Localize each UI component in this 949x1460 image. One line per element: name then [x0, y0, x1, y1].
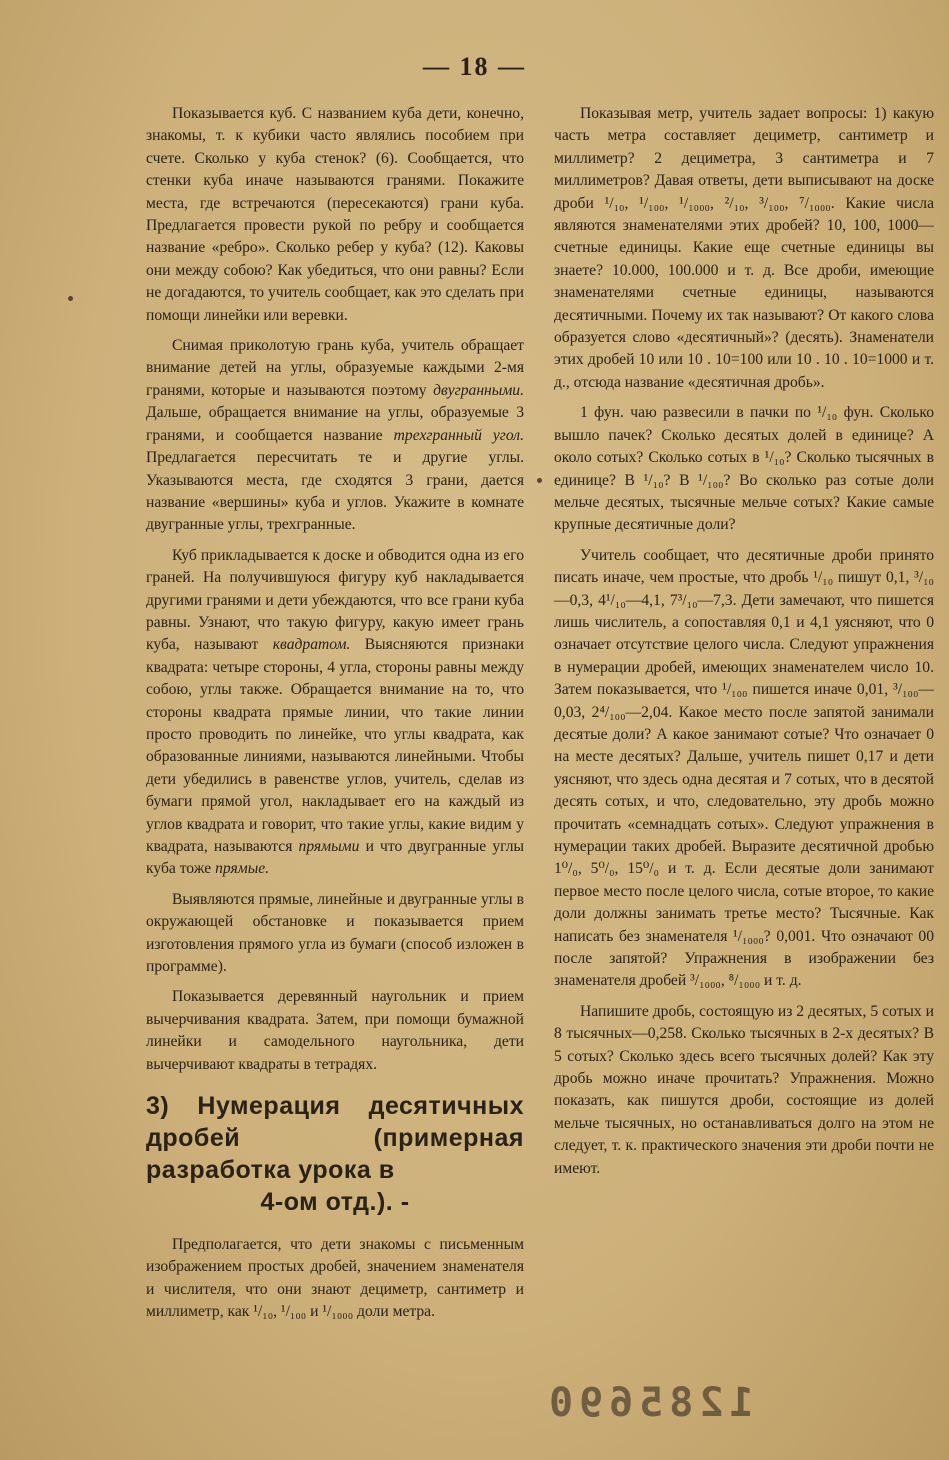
paragraph: Показывается куб. С названием куба дети, конечно, знакомы, т. к кубики часто являлись пособием при счете. Сколько у куба стенок? (6). Сообщается, что стенки куба иначе называются гранями. Покажите места, где встречаются (пересекаются) грани куба. Предлагается провести рукой по ребру и сообщается название «ребро». Сколько ребер у куба? (12). Каковы они между собою? Как убедиться, что они равны? Если не догадаются, то учитель сообщает, как это сделать при помощи линейки или веревки. [146, 105, 524, 324]
italic-term: прямые. [215, 860, 270, 878]
paragraph: 1 фун. чаю развесили в пачки по ¹/₁₀ фун. Сколько вышло пачек? Сколько десятых долей в единице? А около сотых? Сколько сотых в ¹/₁₀? Сколько тысячных в единице? В ¹/₁₀? В ¹/₁₀₀? Во сколько раз сотые доли мельче десятых, тысячные мельче сотых? Какие самые крупные десятичные доли? [554, 404, 934, 534]
paragraph: Снимая приколотую грань куба, учитель обращает внимание детей на углы, образуемые каждыми 2-мя гранями, которые и называются поэтому двугранными. Дальше, обращается внимание на углы, образуемые 3 гранями, и сообщается название трехгранный угол. Предлагается пересчитать те и другие углы. Указываются места, где сходятся 3 грани, дается название «вершины» куба и углов. Укажите в комнате двугранные углы, трехгранные. [146, 337, 524, 534]
right-column [554, 103, 934, 1180]
italic-term: прямыми [298, 838, 360, 855]
paragraph: Предполагается, что дети знакомы с письменным изображением простых дробей, значением знаменателя и числителя, что они знают дециметр, сантиметр и миллиметр, как ¹/₁₀, ¹/₁₀₀ и ¹/₁₀₀₀ доли метра. [146, 1236, 524, 1321]
section-heading: 3) Нумерация десятичных дробей (примерная разработка урока в 4-ом отд.). - [146, 1092, 524, 1217]
paragraph: Показывается деревянный наугольник и прием вычерчивания квадрата. Затем, при помощи бумажной линейки и самодельного наугольника, дети вычерчивают квадраты в тетрадях. [146, 988, 524, 1073]
paragraph: Выявляются прямые, линейные и двугранные углы в окружающей обстановке и показывается прием изготовления прямого угла из бумаги (способ изложен в программе). [146, 890, 524, 976]
page-number: — 18 — [423, 52, 526, 81]
italic-term: квадратом. [272, 636, 351, 654]
ink-spot [537, 478, 542, 483]
inventory-stamp: 1285690 [543, 1380, 754, 1426]
left-column [146, 103, 524, 1324]
italic-term: двугранными. [433, 381, 524, 399]
paragraph: Куб прикладывается к доске и обводится одна из его граней. На получившуюся фигуру куб накладывается другими гранями и дети убеждаются, что все грани куба равны. Узнают, что такую фигуру, какую имеет грань куба, называют квадратом. Выясняются признаки квадрата: четыре стороны, 4 угла, стороны равны между собою, углы также. Обращается внимание на то, что стороны квадрата прямые линии, что такие линии просто проводить по линейке, что углы квадрата, как образованные линиями, называются линейными. Чтобы дети убедились в равенстве углов, учитель, сделав из бумаги прямой угол, накладывает его на каждый из углов квадрата и говорит, что такие углы, какие видим у квадрата, называются прямыми и что двугранные углы куба тоже прямые. [146, 546, 524, 878]
paragraph: Учитель сообщает, что десятичные дроби принято писать иначе, чем простые, что дробь ¹/₁₀ пишут 0,1, ³/₁₀—0,3, 4¹/₁₀—4,1, 7³/₁₀—7,3. Дети замечают, что пишется лишь числитель, а сопоставляя 0,1 и 4,1 уясняют, что 0 означает отсутствие целого числа. Следуют упражнения в нумерации дробей, имеющих знаменателем число 10. Затем показывается, что ¹/₁₀₀ пишется иначе 0,01, ³/₁₀₀—0,03, 2⁴/₁₀₀—2,04. Какое место после запятой занимали десятые доли? А какое занимают сотые? Что означает 0 на месте десятых? Дальше, учитель пишет 0,17 и дети уясняют, что здесь одна десятая и 7 сотых, что в десятой десять сотых, и что, следовательно, эту дробь можно прочитать «семнадцать сотых». Следуют упражнения в нумерации таких дробей. Выразите десятичной дробью 1⁰/₀, 5⁰/₀, 15⁰/₀ и т. д. Если десятые доли занимают первое место после целого числа, сотые второе, то какие доли должны занимать третье место? Тысячные. Как написать без знаменателя ¹/₁₀₀₀? 0,001. Что означают 00 после запятой? Упражнения в изображении без знаменателя дробей ³/₁₀₀₀, ⁸/₁₀₀₀ и т. д. [554, 546, 934, 990]
ink-spot [68, 296, 73, 301]
paragraph: Напишите дробь, состоящую из 2 десятых, 5 сотых и 8 тысячных—0,258. Сколько тысячных в 2-х десятых? В 5 сотых? Сколько здесь всего тысячных долей? Как эту дробь можно иначе прочитать? Упражнения. Можно показать, как пишутся дроби, состоящие из долей мельче тысячных, но останавливаться долго на этом не следует, т. к. практического значения эти дроби почти не имеют. [554, 1002, 934, 1177]
paragraph: Показывая метр, учитель задает вопросы: 1) какую часть метра составляет дециметр, сантиметр и миллиметр? 2 дециметра, 3 сантиметра и 7 миллиметров? Давая ответы, дети выписывают на доске дроби ¹/₁₀, ¹/₁₀₀, ¹/₁₀₀₀, ²/₁₀, ³/₁₀₀, ⁷/₁₀₀₀. Какие числа являются знаменателями этих дробей? 10, 100, 1000—счетные единицы. Какие еще счетные единицы вы знаете? 10.000, 100.000 и т. д. Все дроби, имеющие знаменателями счетные единицы, называются десятичными. Почему их так называют? От какого слова образуется слово «десятичный»? (десять). Знаменатели этих дробей 10 или 10 . 10=100 или 10 . 10 . 10=1000 и т. д., отсюда название «десятичная дробь». [554, 105, 934, 391]
italic-term: трехгранный угол. [393, 426, 524, 444]
